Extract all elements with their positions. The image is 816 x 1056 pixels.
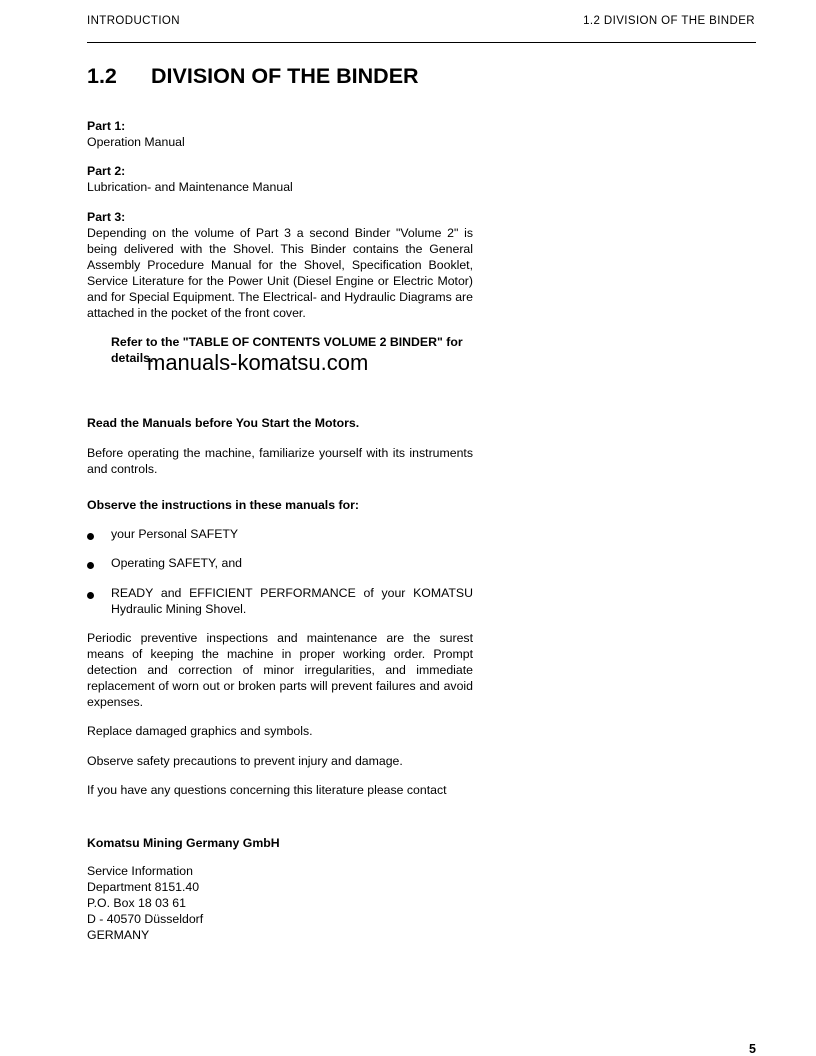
part-1-text: Operation Manual: [87, 135, 185, 149]
part-3-text: Depending on the volume of Part 3 a second Binder "Volume 2" is being delivered with the Shovel. This Binder contains the General Assembly Procedure Manual for the Shovel, Specification Booklet, Service Literature for the Power Unit (Diesel Engine or Electric Motor) and for Special Equipment. The Electrical- and Hydraulic Diagrams are attached in the pocket of the front cover.: [87, 226, 473, 320]
part-3-label: Part 3:: [87, 210, 126, 224]
page-number: 5: [749, 1042, 756, 1056]
address-line: Service Information: [87, 864, 193, 878]
part-2: [87, 163, 473, 195]
address-line: GERMANY: [87, 928, 150, 942]
address-line: D - 40570 Düsseldorf: [87, 912, 204, 926]
section-number: 1.2: [87, 64, 117, 88]
section-title-text: DIVISION OF THE BINDER: [151, 64, 419, 88]
part-2-text: Lubrication- and Maintenance Manual: [87, 180, 293, 194]
section-title: [87, 64, 419, 89]
bullet-icon: [87, 533, 94, 540]
paragraph-safety: Observe safety precautions to prevent injury and damage.: [87, 754, 403, 768]
part-3: [87, 209, 473, 321]
read-heading: Read the Manuals before You Start the Motors.: [87, 416, 360, 430]
header-rule: [87, 42, 756, 43]
company-name: Komatsu Mining Germany GmbH: [87, 836, 280, 850]
address-line: Department 8151.40: [87, 880, 200, 894]
bullet-item: your Personal SAFETY: [111, 527, 239, 541]
address-line: P.O. Box 18 03 61: [87, 896, 186, 910]
running-header-left: INTRODUCTION: [87, 15, 180, 27]
refer-note: Refer to the "TABLE OF CONTENTS VOLUME 2 BINDER" for details.: [111, 335, 463, 365]
watermark: manuals-komatsu.com: [147, 350, 369, 375]
paragraph-inspections: Periodic preventive inspections and maintenance are the surest means of keeping the machine in proper working order. Prompt detection and correction of minor irregularities, and immediate replacement of worn out or broken parts will prevent failures and avoid expenses.: [87, 631, 473, 709]
part-1-label: Part 1:: [87, 119, 126, 133]
bullet-item: Operating SAFETY, and: [111, 556, 243, 570]
part-1: [87, 118, 473, 150]
part-2-label: Part 2:: [87, 164, 126, 178]
bullet-item: READY and EFFICIENT PERFORMANCE of your KOMATSU Hydraulic Mining Shovel.: [111, 586, 473, 616]
paragraph-replace: Replace damaged graphics and symbols.: [87, 724, 313, 738]
bullet-icon: [87, 562, 94, 569]
read-text: Before operating the machine, familiarize yourself with its instruments and controls.: [87, 446, 473, 476]
address-block: [87, 863, 473, 943]
observe-heading: Observe the instructions in these manuals for:: [87, 498, 359, 512]
bullet-icon: [87, 592, 94, 599]
paragraph-contact: If you have any questions concerning this literature please contact: [87, 783, 447, 797]
running-header-right: 1.2 DIVISION OF THE BINDER: [583, 15, 755, 27]
